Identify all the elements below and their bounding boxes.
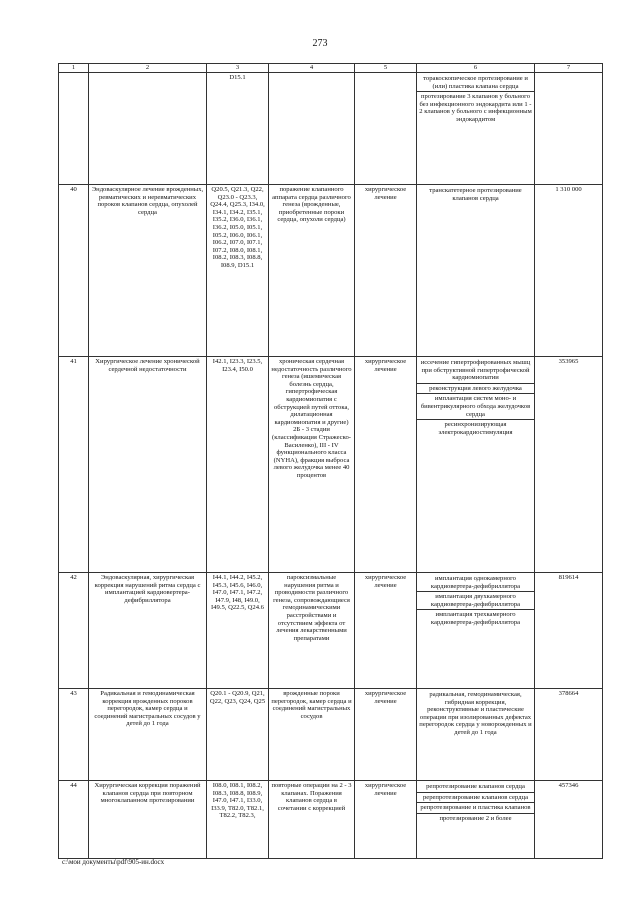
table-row <box>59 357 603 573</box>
treatment-type: хирургическое лечение <box>355 357 417 573</box>
method-item: протезирование 2 и более <box>439 814 512 822</box>
method-item: имплантация двухкамерного кардиовертера-дефибриллятора <box>417 592 534 610</box>
codes-cell: Q20.1 - Q20.9, Q21, Q22, Q23, Q24, Q25 <box>207 689 269 781</box>
methods-cell <box>417 573 535 689</box>
row-number: 40 <box>59 185 89 357</box>
header-cell: 4 <box>269 64 355 73</box>
cost-cell: 1 310 000 <box>535 185 603 357</box>
header-cell: 6 <box>417 64 535 73</box>
cost-cell: 353965 <box>535 357 603 573</box>
treatment-type: хирургическое лечение <box>355 781 417 859</box>
row-number: 44 <box>59 781 89 859</box>
service-name: Эндоваскулярное лечение врожденных, ревматических и неревматических пороков клапанов сердца, опухолей сердца <box>89 185 207 357</box>
method-item: торакоскопическое протезирование и (или) пластика клапана сердца <box>417 73 534 92</box>
method-item: репротезирование клапанов сердца <box>417 781 534 793</box>
methods-cell <box>417 357 535 573</box>
table-row <box>59 573 603 689</box>
patient-model: поражение клапанного аппарата сердца различного генеза (врожденные, приобретенные пороки сердца, опухоли сердца) <box>269 185 355 357</box>
codes-cell: I44.1, I44.2, I45.2, I45.3, I45.6, I46.0, I47.0, I47.1, I47.2, I47.9, I48, I49.0, I49.5, Q22.5, Q24.6 <box>207 573 269 689</box>
header-row <box>59 64 603 73</box>
methods-cell <box>417 185 535 357</box>
method-item: транскатетерное протезирование клапанов сердца <box>429 187 522 202</box>
codes-cell: I08.0, I08.1, I08.2, I08.3, I08.8, I08.9, I47.0, I47.1, I33.0, I33.9, T82.0, T82.1, T82.2, T82.3, <box>207 781 269 859</box>
header-cell: 3 <box>207 64 269 73</box>
method-item: радикальная, гемодинамическая, гибридная коррекция, реконструктивные и пластические операции при изолированных дефектах перегородок сердца у новорожденных и детей до 1 года <box>419 691 532 736</box>
cost-cell: 457346 <box>535 781 603 859</box>
service-name: Хирургическое лечение хронической сердечной недостаточности <box>89 357 207 573</box>
table-row <box>59 781 603 859</box>
file-path-footer: c:\мои документы\pdf\905-ин.docx <box>62 858 165 866</box>
header-cell: 5 <box>355 64 417 73</box>
patient-model: пароксизмальные нарушения ритма и проводимости различного генеза, сопровождающиеся гемодинамическими расстройствами и отсутствием эффекта от лечения лекарственными препаратами <box>269 573 355 689</box>
method-item: ресинхронизирующая электрокардиостимуляция <box>438 421 513 436</box>
cost-cell: 378664 <box>535 689 603 781</box>
codes-cell: Q20.5, Q21.3, Q22, Q23.0 - Q23.3, Q24.4, Q25.3, I34.0, I34.1, I34.2, I35.1, I35.2, I36.0, I36.1, I36.2, I05.0, I05.1, I05.2, I06.0, I06.1, I06.2, I07.0, I07.1, I07.2, I08.0, I08.1, I08.2, I08.3, I08.8, I08.9, D15.1 <box>207 185 269 357</box>
methods-cell <box>417 73 535 185</box>
services-table <box>58 63 603 859</box>
header-cell: 2 <box>89 64 207 73</box>
method-item: иссечение гипертрофированных мышц при обструктивной гипертрофической кардиомиопатии <box>417 357 534 384</box>
treatment-type: хирургическое лечение <box>355 185 417 357</box>
treatment-type: хирургическое лечение <box>355 689 417 781</box>
method-item: ререпротезирование клапанов сердца <box>417 793 534 804</box>
service-name: Радикальная и гемодинамическая коррекция врожденных пороков перегородок, камер сердца и соединений магистральных сосудов у детей до 1 года <box>89 689 207 781</box>
continuation-row <box>59 73 603 185</box>
method-item: реконструкция левого желудочка <box>417 384 534 395</box>
patient-model: врожденные пороки перегородок, камер сердца и соединений магистральных сосудов <box>269 689 355 781</box>
patient-model: хроническая сердечная недостаточность различного генеза (ишемическая болезнь сердца, гипертрофическая кардиомиопатия с обструкцией путей оттока, дилатационная кардиомиопатия и другие) 2Б - 3 стадии (классификация Стражеско-Василенко), III - IV функционального класса (NYHA), фракция выброса левого желудочка менее 40 процентов <box>269 357 355 573</box>
table-row <box>59 185 603 357</box>
header-cell: 7 <box>535 64 603 73</box>
row-number: 43 <box>59 689 89 781</box>
header-cell: 1 <box>59 64 89 73</box>
methods-cell <box>417 781 535 859</box>
method-item: репротезирование и пластика клапанов <box>417 803 534 814</box>
codes-cell: I42.1, I23.3, I23.5, I23.4, I50.0 <box>207 357 269 573</box>
method-item: протезирование 3 клапанов у больного без инфекционного эндокардита или 1 - 2 клапанов у больного с инфекционным эндокардитом <box>419 93 532 123</box>
method-item: имплантация трехкамерного кардиовертера-дефибриллятора <box>430 611 521 626</box>
service-name: Хирургическая коррекция поражений клапанов сердца при повторном многоклапанном протезировании <box>89 781 207 859</box>
service-name: Эндоваскулярная, хирургическая коррекция нарушений ритма сердца с имплантацией кардиовертера-дефибриллятора <box>89 573 207 689</box>
method-item: имплантация однокамерного кардиовертера-дефибриллятора <box>417 573 534 592</box>
codes-cell: D15.1 <box>207 73 269 185</box>
patient-model: повторные операции на 2 - 3 клапанах. Поражения клапанов сердца в сочетании с коррекцией <box>269 781 355 859</box>
table-row <box>59 689 603 781</box>
row-number: 41 <box>59 357 89 573</box>
page-number: 273 <box>312 38 328 49</box>
row-number: 42 <box>59 573 89 689</box>
cost-cell: 819614 <box>535 573 603 689</box>
method-item: имплантация систем моно- и бивентрикулярного обхода желудочков сердца <box>417 394 534 420</box>
treatment-type: хирургическое лечение <box>355 573 417 689</box>
methods-cell <box>417 689 535 781</box>
